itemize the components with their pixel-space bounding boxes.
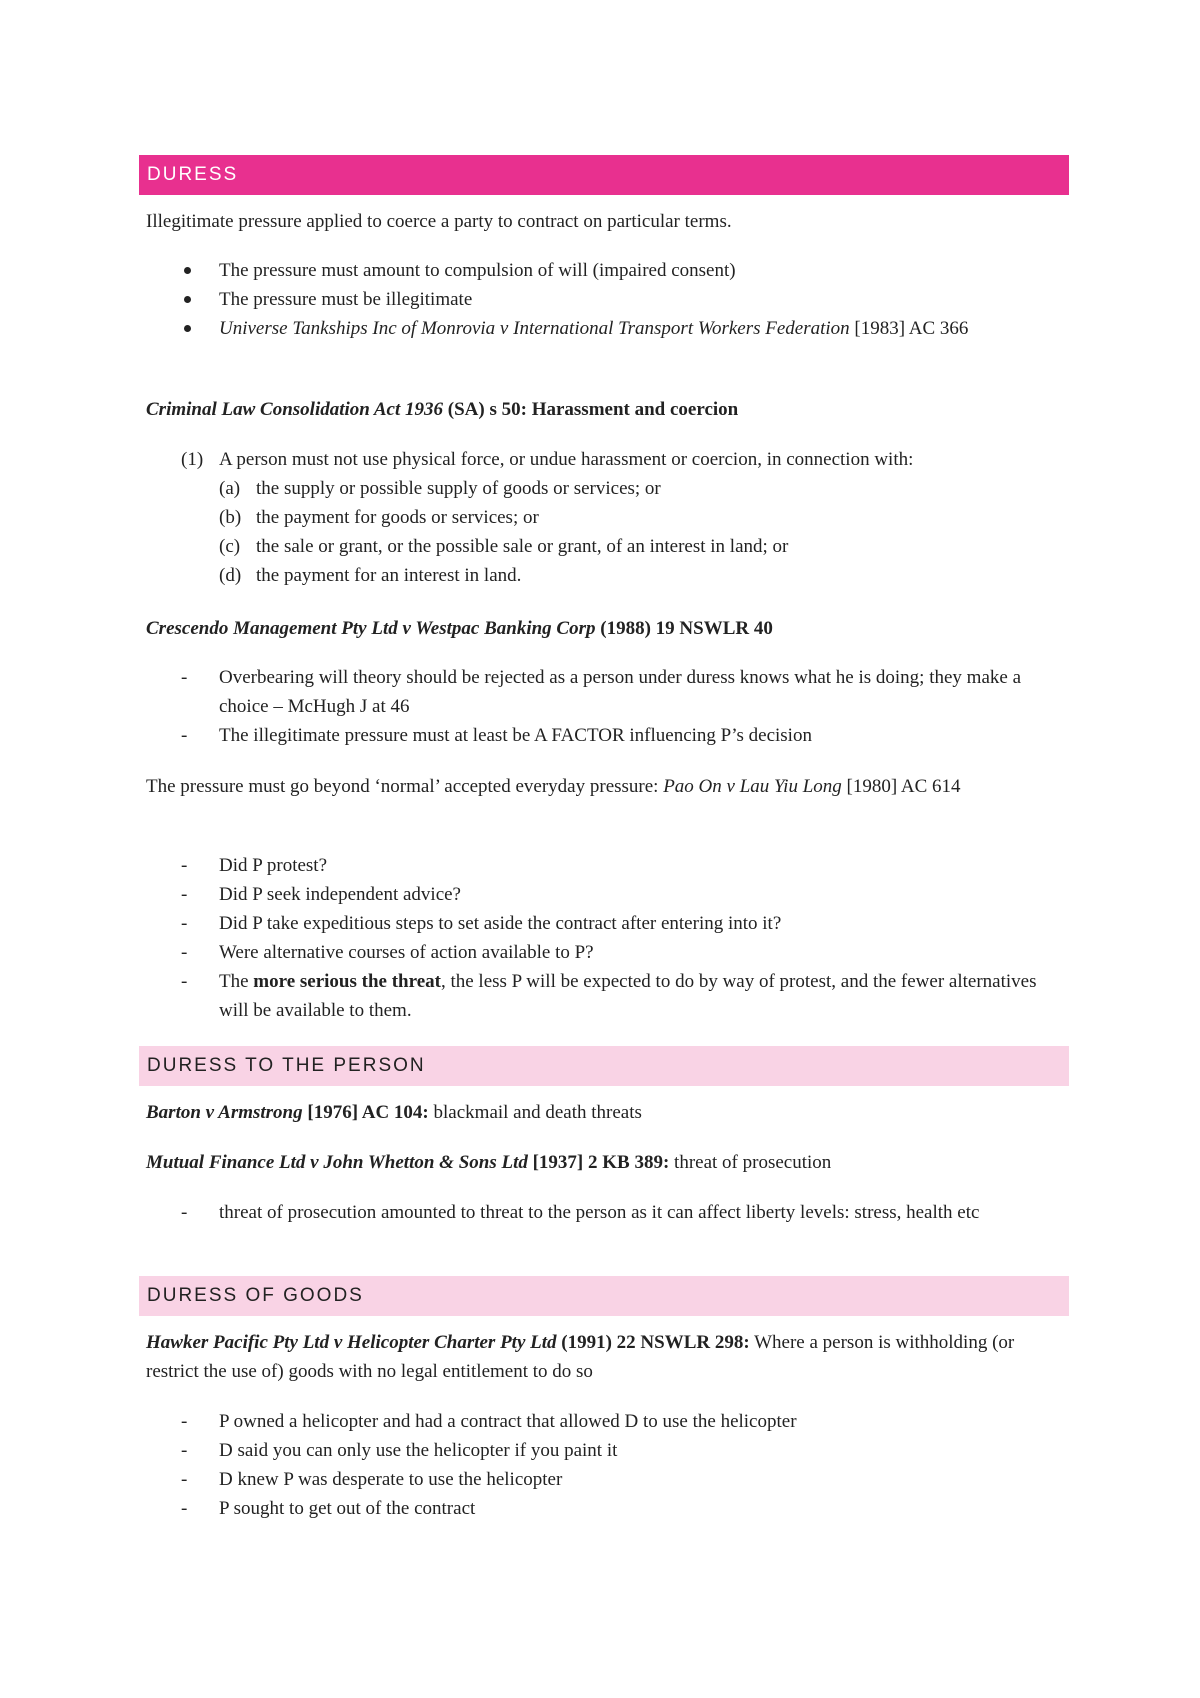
case-citation: [1937] 2 KB 389: <box>527 1152 670 1173</box>
hawker-points <box>146 1407 1066 1523</box>
list-number: (1) <box>181 449 204 470</box>
statute-numbered-list <box>146 445 1066 474</box>
case-name: Pao On v Lau Yiu Long <box>663 776 842 797</box>
crescendo-heading <box>146 614 1066 643</box>
list-item: (b) the payment for goods or services; or <box>219 507 539 528</box>
list-item: - Overbearing will theory should be rejected as a person under duress knows what he is doing; they make a choice – McHugh J at 46 <box>181 667 1021 717</box>
list-item: - D knew P was desperate to use the helicopter <box>181 1469 563 1490</box>
statute-section: (SA) s 50: Harassment and coercion <box>443 399 739 420</box>
list-item: - D said you can only use the helicopter if you paint it <box>181 1440 618 1461</box>
statute-sub-list <box>146 474 1066 590</box>
case-name: Hawker Pacific Pty Ltd v Helicopter Charter Pty Ltd <box>146 1332 557 1353</box>
statute-name: Criminal Law Consolidation Act 1936 <box>146 399 444 420</box>
section-heading-duress: DURESS <box>139 155 1069 195</box>
list-item: The pressure must be illegitimate <box>146 285 1066 314</box>
list-item: - Were alternative courses of action available to P? <box>181 942 594 963</box>
bullet-icon <box>184 325 191 332</box>
hawker-paragraph: Hawker Pacific Pty Ltd v Helicopter Charter Pty Ltd (1991) 22 NSWLR 298: Where a person is withholding (or restrict the use of) goods with no legal entitlement to do so <box>146 1332 1015 1382</box>
crescendo-points <box>146 663 1066 750</box>
list-item: - threat of prosecution amounted to threat to the person as it can affect liberty levels: stress, health etc <box>181 1202 980 1223</box>
section-heading-duress-of-goods: DURESS OF GOODS <box>139 1276 1069 1316</box>
section-heading-duress-to-person: DURESS TO THE PERSON <box>139 1046 1069 1086</box>
list-item <box>146 314 1066 343</box>
bullet-icon <box>184 267 191 274</box>
pao-paragraph: The pressure must go beyond ‘normal’ accepted everyday pressure: Pao On v Lau Yiu Long [1980] AC 614 <box>146 776 961 797</box>
case-citation: [1976] AC 104: <box>302 1102 429 1123</box>
list-item: (a) the supply or possible supply of goods or services; or <box>219 478 661 499</box>
mutual-points <box>146 1198 1066 1227</box>
bullet-icon <box>184 296 191 303</box>
list-item: - The more serious the threat, the less P will be expected to do by way of protest, and the fewer alternatives will be available to them. <box>181 971 1037 1021</box>
duress-intro: Illegitimate pressure applied to coerce a party to contract on particular terms. <box>146 211 732 232</box>
list-item: (c) the sale or grant, or the possible sale or grant, of an interest in land; or <box>219 536 789 557</box>
case-citation: [1980] AC 614 <box>841 776 961 797</box>
duress-bullet-list <box>146 256 1066 343</box>
case-citation: (1991) 22 NSWLR 298: <box>556 1332 750 1353</box>
case-citation: (1988) 19 NSWLR 40 <box>595 618 773 639</box>
barton-paragraph: Barton v Armstrong [1976] AC 104: blackmail and death threats <box>146 1102 642 1123</box>
case-name: Barton v Armstrong <box>146 1102 303 1123</box>
mutual-paragraph: Mutual Finance Ltd v John Whetton & Sons Ltd [1937] 2 KB 389: threat of prosecution <box>146 1152 832 1173</box>
list-item: - The illegitimate pressure must at least be A FACTOR influencing P’s decision <box>181 725 812 746</box>
statute-heading <box>146 395 1066 424</box>
statute-provision <box>146 445 1066 590</box>
list-item: - Did P seek independent advice? <box>181 884 461 905</box>
case-citation: [1983] AC 366 <box>849 318 969 339</box>
list-item: The pressure must amount to compulsion of will (impaired consent) <box>146 256 1066 285</box>
list-item: - P owned a helicopter and had a contract that allowed D to use the helicopter <box>181 1411 797 1432</box>
list-item: - Did P take expeditious steps to set aside the contract after entering into it? <box>181 913 782 934</box>
case-name: Mutual Finance Ltd v John Whetton & Sons Ltd <box>146 1152 528 1173</box>
list-item: - P sought to get out of the contract <box>181 1498 476 1519</box>
case-name: Universe Tankships Inc of Monrovia v International Transport Workers Federation <box>219 318 850 339</box>
list-item: (1) A person must not use physical force, or undue harassment or coercion, in connection with: <box>146 445 1066 474</box>
duress-questions <box>146 851 1066 1025</box>
list-item: (d) the payment for an interest in land. <box>219 565 522 586</box>
list-item: - Did P protest? <box>181 855 328 876</box>
case-name: Crescendo Management Pty Ltd v Westpac Banking Corp <box>146 618 596 639</box>
